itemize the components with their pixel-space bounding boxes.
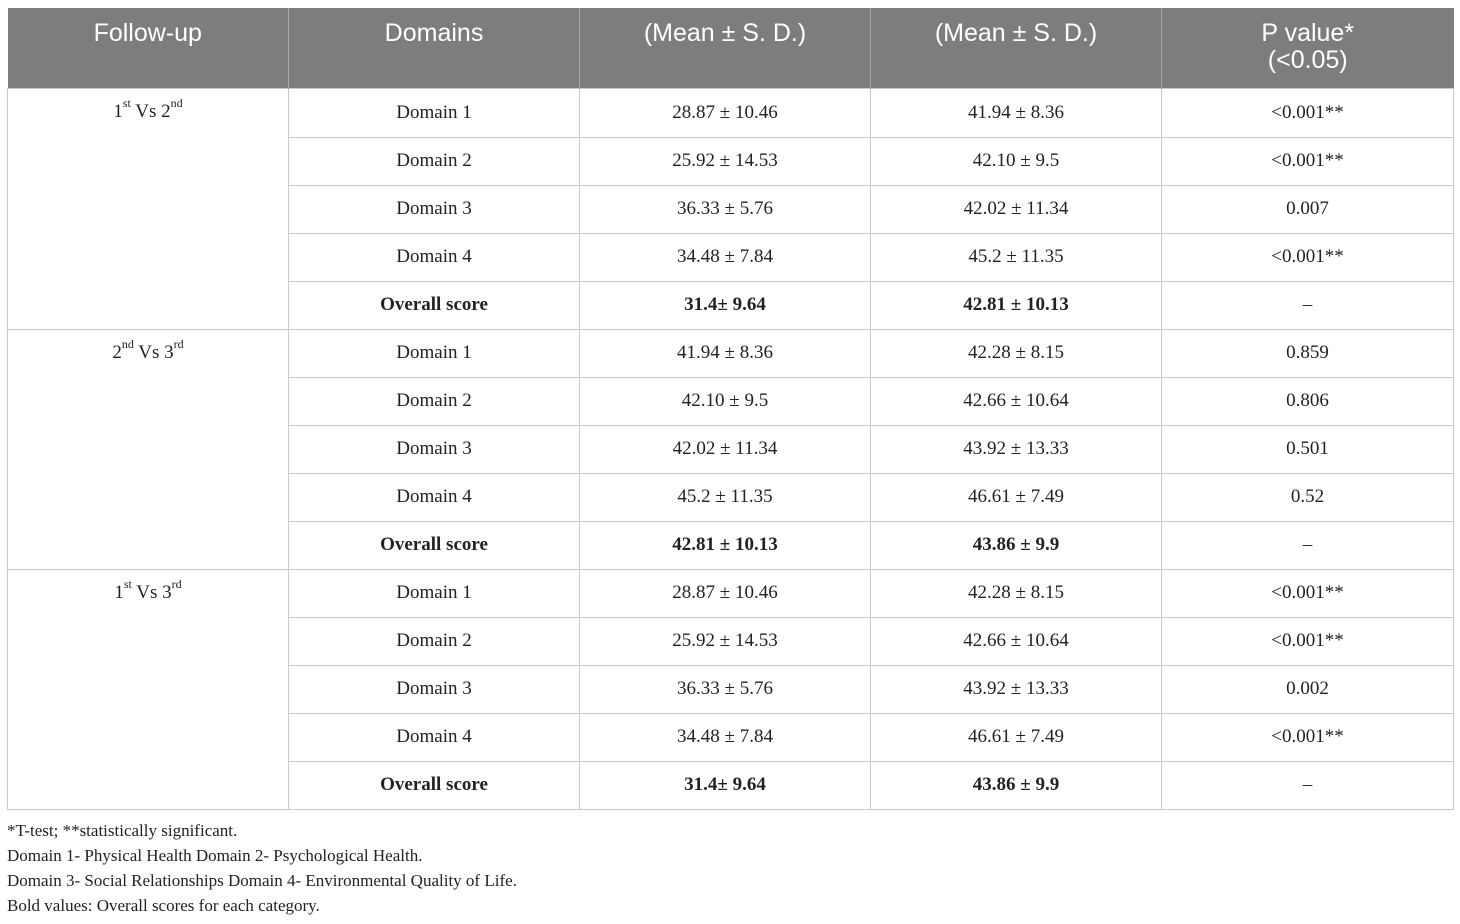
overall-p-value: –: [1162, 281, 1454, 329]
header-p-value-line1: P value*: [1261, 19, 1355, 47]
mean-sd-first-cell: 41.94 ± 8.36: [580, 329, 871, 377]
overall-p-value: –: [1162, 761, 1454, 809]
domain-cell: Domain 1: [289, 569, 580, 617]
table-header: [8, 8, 1454, 88]
mean-sd-second-cell: 42.02 ± 11.34: [871, 185, 1162, 233]
header-mean-sd-first: (Mean ± S. D.): [580, 8, 871, 88]
domain-cell: Domain 2: [289, 377, 580, 425]
mean-sd-first-cell: 28.87 ± 10.46: [580, 569, 871, 617]
mean-sd-second-cell: 41.94 ± 8.36: [871, 88, 1162, 137]
header-follow-up: Follow-up: [8, 8, 289, 88]
mean-sd-first-cell: 42.10 ± 9.5: [580, 377, 871, 425]
header-mean-sd-second: (Mean ± S. D.): [871, 8, 1162, 88]
mean-sd-first-cell: 36.33 ± 5.76: [580, 665, 871, 713]
mean-sd-second-cell: 46.61 ± 7.49: [871, 713, 1162, 761]
footnote-domains-3-4: Domain 3- Social Relationships Domain 4- Environmental Quality of Life.: [7, 871, 517, 890]
p-value-cell: <0.001**: [1162, 233, 1454, 281]
mean-sd-second-cell: 42.28 ± 8.15: [871, 329, 1162, 377]
results-table: [7, 8, 1454, 810]
p-value-cell: 0.002: [1162, 665, 1454, 713]
follow-up-from-ordinal: nd: [121, 337, 134, 352]
header-p-value: [1162, 8, 1454, 88]
mean-sd-first-cell: 36.33 ± 5.76: [580, 185, 871, 233]
p-value-cell: <0.001**: [1162, 617, 1454, 665]
follow-up-cell: [8, 329, 289, 569]
follow-up-vs: Vs: [130, 100, 162, 122]
overall-score-label: Overall score: [289, 281, 580, 329]
mean-sd-second-cell: 46.61 ± 7.49: [871, 473, 1162, 521]
follow-up-to: 3: [162, 581, 172, 603]
follow-up-vs: Vs: [131, 581, 163, 603]
follow-up-from-ordinal: st: [123, 577, 132, 592]
overall-score-label: Overall score: [289, 761, 580, 809]
table-body: [8, 88, 1454, 809]
footnote-test: *T-test; **statistically significant.: [7, 821, 238, 840]
overall-mean-sd-second: 43.86 ± 9.9: [871, 521, 1162, 569]
domain-cell: Domain 3: [289, 425, 580, 473]
domain-cell: Domain 3: [289, 665, 580, 713]
domain-cell: Domain 2: [289, 617, 580, 665]
p-value-cell: <0.001**: [1162, 137, 1454, 185]
mean-sd-second-cell: 42.10 ± 9.5: [871, 137, 1162, 185]
overall-p-value: –: [1162, 521, 1454, 569]
table-footnotes: [7, 818, 1453, 918]
domain-cell: Domain 2: [289, 137, 580, 185]
mean-sd-second-cell: 43.92 ± 13.33: [871, 665, 1162, 713]
overall-mean-sd-second: 42.81 ± 10.13: [871, 281, 1162, 329]
follow-up-cell: [8, 88, 289, 329]
p-value-cell: <0.001**: [1162, 88, 1454, 137]
p-value-cell: 0.007: [1162, 185, 1454, 233]
p-value-cell: 0.859: [1162, 329, 1454, 377]
follow-up-to-ordinal: nd: [170, 96, 183, 111]
mean-sd-first-cell: 28.87 ± 10.46: [580, 88, 871, 137]
results-table-container: [7, 8, 1453, 810]
header-domains: Domains: [289, 8, 580, 88]
mean-sd-second-cell: 45.2 ± 11.35: [871, 233, 1162, 281]
mean-sd-first-cell: 25.92 ± 14.53: [580, 137, 871, 185]
domain-cell: Domain 4: [289, 473, 580, 521]
table-row: [8, 88, 1454, 137]
follow-up-to-ordinal: rd: [171, 577, 182, 592]
follow-up-to-ordinal: rd: [173, 337, 184, 352]
p-value-cell: 0.501: [1162, 425, 1454, 473]
mean-sd-first-cell: 25.92 ± 14.53: [580, 617, 871, 665]
footnote-domains-1-2: Domain 1- Physical Health Domain 2- Psychological Health.: [7, 846, 423, 865]
table-row: [8, 329, 1454, 377]
domain-cell: Domain 4: [289, 713, 580, 761]
mean-sd-first-cell: 45.2 ± 11.35: [580, 473, 871, 521]
domain-cell: Domain 1: [289, 329, 580, 377]
footnote-bold-values: Bold values: Overall scores for each category.: [7, 896, 320, 915]
mean-sd-first-cell: 34.48 ± 7.84: [580, 233, 871, 281]
mean-sd-first-cell: 34.48 ± 7.84: [580, 713, 871, 761]
follow-up-from: 2: [112, 341, 122, 363]
domain-cell: Domain 3: [289, 185, 580, 233]
p-value-cell: 0.806: [1162, 377, 1454, 425]
overall-mean-sd-first: 31.4± 9.64: [580, 281, 871, 329]
mean-sd-second-cell: 42.28 ± 8.15: [871, 569, 1162, 617]
domain-cell: Domain 4: [289, 233, 580, 281]
overall-mean-sd-first: 31.4± 9.64: [580, 761, 871, 809]
overall-mean-sd-first: 42.81 ± 10.13: [580, 521, 871, 569]
overall-mean-sd-second: 43.86 ± 9.9: [871, 761, 1162, 809]
p-value-cell: <0.001**: [1162, 713, 1454, 761]
mean-sd-second-cell: 42.66 ± 10.64: [871, 617, 1162, 665]
follow-up-vs: Vs: [133, 341, 165, 363]
header-row: [8, 8, 1454, 88]
follow-up-from-ordinal: st: [122, 96, 131, 111]
follow-up-to: 2: [161, 100, 171, 122]
p-value-cell: <0.001**: [1162, 569, 1454, 617]
table-row: [8, 569, 1454, 617]
mean-sd-first-cell: 42.02 ± 11.34: [580, 425, 871, 473]
p-value-cell: 0.52: [1162, 473, 1454, 521]
mean-sd-second-cell: 42.66 ± 10.64: [871, 377, 1162, 425]
follow-up-from: 1: [113, 100, 123, 122]
overall-score-label: Overall score: [289, 521, 580, 569]
header-p-value-line2: (<0.05): [1267, 46, 1348, 74]
follow-up-from: 1: [114, 581, 124, 603]
domain-cell: Domain 1: [289, 88, 580, 137]
mean-sd-second-cell: 43.92 ± 13.33: [871, 425, 1162, 473]
follow-up-to: 3: [164, 341, 174, 363]
follow-up-cell: [8, 569, 289, 809]
